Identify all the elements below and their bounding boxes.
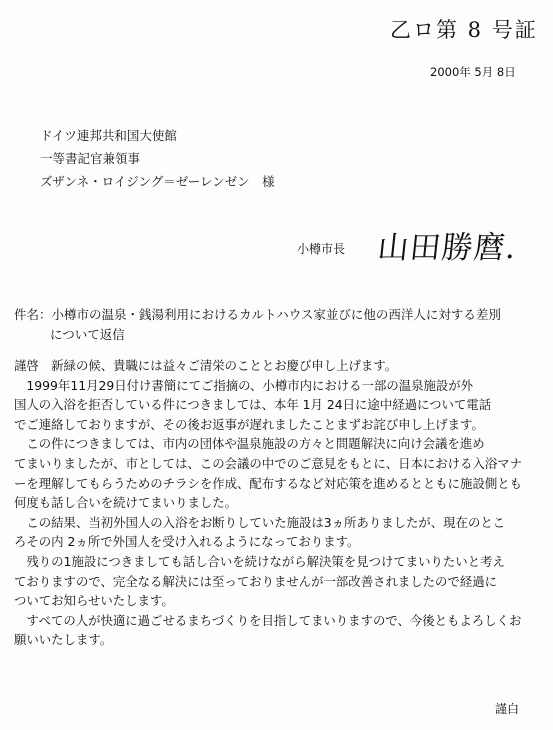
letter-body [14,356,542,650]
closing-salutation: 謹白 [495,702,520,716]
body-line: ろその内 2ヵ所で外国人を受け入れるようになっております。 [14,534,360,550]
body-line: 何度も話し合いを続けてまいりました。 [14,495,238,511]
body-line: ついてお知らせいたします。 [14,593,174,609]
recipient-organization: ドイツ連邦共和国大使館 [40,128,177,143]
body-line: てまいりましたが、市としては、この会議の中でのご意見をもとに、日本における入浴マナ [14,455,523,471]
body-line: 謹啓 新緑の候、貴職には益々ご清栄のこととお慶び申し上げます。 [14,358,398,373]
body-line: すべての人が快適に過ごせるまちづくりを目指してまいりますので、今後ともよろしくお [14,612,522,628]
sender-signature: 山田勝麿. [375,230,519,266]
body-line: この件につきましては、市内の団体や温泉施設の方々と問題解決に向け会議を進め [14,436,485,452]
body-line: ーを理解してもらうためのチラシを作成、配布するなど対応策を進めるとともに施設側とも [14,475,523,491]
sender-title: 小樽市長 [297,242,346,256]
body-line: 残りの1施設につきましても話し合いを続けながら解決策を見つけてまいりたいと考え [14,553,505,569]
recipient-name: ズザンネ・ロイジング＝ゼーレンゼン 様 [40,174,275,189]
body-line: 1999年11月29日付け書簡にてご指摘の、小樽市内における一部の温泉施設が外 [14,377,474,393]
body-line: 国人の入浴を拒否している件につきましては、本年 1月 24日に途中経過について電話 [14,397,492,413]
body-line: ておりますので、完全なる解決には至っておりませんが一部改善されましたので経過に [14,573,497,589]
body-line: 願いいたします。 [14,632,113,648]
subject-line-2: について返信 [50,327,125,342]
subject-block [14,305,501,345]
exhibit-number: 乙ロ第 8 号証 [390,18,538,42]
subject-line-1: 件名：小樽市の温泉・銭湯利用におけるカルトハウス家並びに他の西洋人に対する差別 [14,307,501,322]
recipient-position: 一等書記官兼領事 [40,151,141,166]
body-line: でご連絡しておりますが、その後お返事が遅れましたことまずお詫び申し上げます。 [14,416,484,432]
body-line: この結果、当初外国人の入浴をお断りしていた施設は3ヵ所ありましたが、現在のとこ [14,514,506,530]
letter-date: 2000年 5月 8日 [430,65,516,79]
